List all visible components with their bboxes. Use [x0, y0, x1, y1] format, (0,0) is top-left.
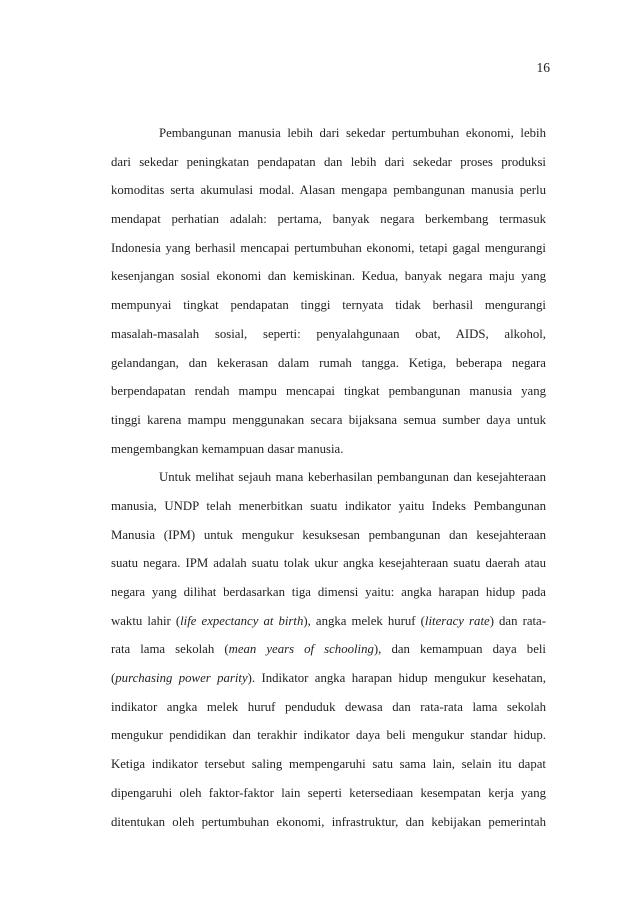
text-segment: mengembangkan kemampuan dasar manusia. — [111, 441, 344, 456]
text-segment: ). Indikator angka harapan hidup mengukur kesehatan, — [247, 671, 546, 686]
text-line — [111, 148, 546, 177]
text-segment: Indonesia yang berhasil mencapai pertumbuhan ekonomi, tetapi gagal mengurangi — [111, 240, 546, 255]
text-line — [111, 349, 546, 378]
text-segment: mengukur pendidikan dan terakhir indikator daya beli mengukur standar hidup. — [111, 728, 546, 743]
paragraph — [111, 119, 546, 463]
text-segment: dipengaruhi oleh faktor-faktor lain seperti ketersediaan kesempatan kerja yang — [111, 785, 546, 800]
page-number: 16 — [536, 60, 550, 75]
body-text — [111, 119, 546, 836]
text-line — [111, 549, 546, 578]
text-line — [111, 435, 546, 464]
text-segment: Manusia (IPM) untuk mengukur kesuksesan pembangunan dan kesejahteraan — [111, 527, 546, 542]
paragraph — [111, 463, 546, 836]
text-segment: manusia, UNDP telah menerbitkan suatu indikator yaitu Indeks Pembangunan — [111, 498, 546, 513]
text-line — [111, 635, 546, 664]
text-segment: Pembangunan manusia lebih dari sekedar pertumbuhan ekonomi, lebih — [159, 126, 546, 140]
text-segment: komoditas serta akumulasi modal. Alasan mengapa pembangunan manusia perlu — [111, 183, 546, 198]
text-line — [111, 492, 546, 521]
italic-term: life expectancy at birth — [180, 613, 304, 628]
text-segment: mempunyai tingkat pendapatan tinggi ternyata tidak berhasil mengurangi — [111, 298, 546, 313]
text-segment: ), dan kemampuan daya beli — [373, 642, 546, 657]
text-segment: negara yang dilihat berdasarkan tiga dimensi yaitu: angka harapan hidup pada — [111, 585, 546, 599]
text-segment: ditentukan oleh pertumbuhan ekonomi, infrastruktur, dan kebijakan pemerintah — [111, 814, 546, 829]
text-segment: ), angka melek huruf ( — [303, 613, 425, 628]
text-segment: ) dan rata- — [489, 613, 547, 628]
text-line — [111, 406, 546, 435]
text-line — [111, 119, 546, 148]
text-segment: kesenjangan sosial ekonomi dan kemiskinan. Kedua, banyak negara maju yang — [111, 269, 546, 284]
text-segment: ( — [111, 671, 116, 686]
text-line — [111, 320, 546, 349]
text-line — [111, 750, 546, 779]
text-line — [111, 779, 546, 808]
text-line — [111, 721, 546, 750]
text-segment: waktu lahir ( — [111, 613, 181, 628]
text-line — [111, 234, 546, 263]
text-segment: indikator angka melek huruf penduduk dewasa dan rata-rata lama sekolah — [111, 699, 546, 714]
text-segment: Untuk melihat sejauh mana keberhasilan pembangunan dan kesejahteraan — [159, 470, 546, 485]
text-line — [111, 262, 546, 291]
text-line — [111, 377, 546, 406]
italic-term: purchasing power parity — [115, 671, 248, 686]
text-segment: berpendapatan rendah mampu mencapai tingkat pembangunan manusia yang — [111, 384, 546, 399]
text-line — [111, 607, 546, 636]
text-segment: masalah-masalah sosial, seperti: penyalahgunaan obat, AIDS, alkohol, — [111, 326, 546, 341]
text-segment: gelandangan, dan kekerasan dalam rumah tangga. Ketiga, beberapa negara — [111, 355, 546, 370]
text-segment: mendapat perhatian adalah: pertama, banyak negara berkembang termasuk — [111, 212, 546, 227]
text-line — [111, 808, 546, 837]
text-segment: suatu negara. IPM adalah suatu tolak ukur angka kesejahteraan suatu daerah atau — [111, 556, 546, 571]
italic-term: mean years of schooling — [228, 642, 374, 657]
text-line — [111, 693, 546, 722]
italic-term: literacy rate — [424, 613, 490, 628]
text-line — [111, 578, 546, 607]
text-segment: rata lama sekolah ( — [111, 642, 229, 657]
text-line — [111, 463, 546, 492]
text-segment: dari sekedar peningkatan pendapatan dan lebih dari sekedar proses produksi — [111, 154, 546, 169]
text-line — [111, 176, 546, 205]
text-line — [111, 521, 546, 550]
text-segment: Ketiga indikator tersebut saling mempengaruhi satu sama lain, selain itu dapat — [111, 757, 546, 772]
text-segment: tinggi karena mampu menggunakan secara bijaksana semua sumber daya untuk — [111, 412, 546, 427]
text-line — [111, 664, 546, 693]
text-line — [111, 205, 546, 234]
text-line — [111, 291, 546, 320]
